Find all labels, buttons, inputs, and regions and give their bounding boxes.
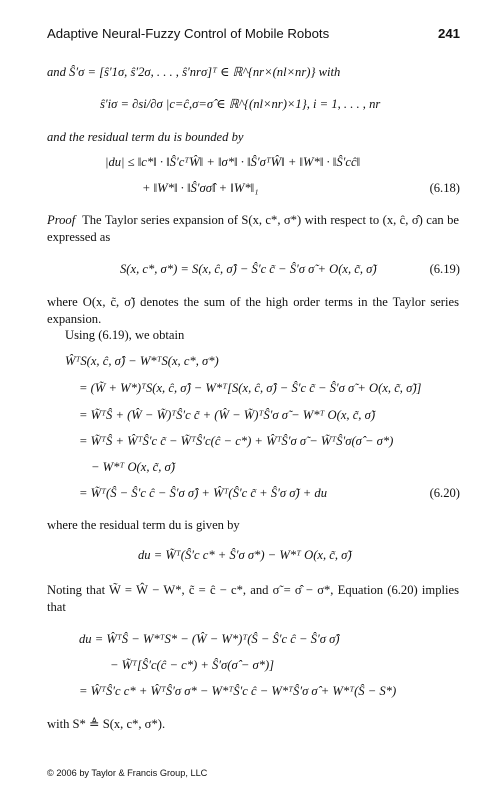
equation-derivation-6: = W̃ᵀ(Ŝ − Ŝ′c ĉ − Ŝ′σ σ̂) + Ŵᵀ(Ŝ′c c̃ + Ŝ′σ σ̃) + du <box>79 486 328 500</box>
proof-text: The Taylor series expansion of S(x, c*, σ*) with respect to (x, ĉ, σ̂) can be expressed as <box>47 213 459 244</box>
equation-number-6-18: (6.18) <box>429 181 460 195</box>
equation-bound-line-1: |du| ≤ ‖c*‖ · ‖Ŝ′cᵀŴ‖ + ‖σ*‖ · ‖Ŝ′σᵀŴ‖ + ‖W*‖ · ‖Ŝ′cĉ‖ <box>105 155 361 169</box>
text-using: Using (6.19), we obtain <box>65 328 185 342</box>
equation-taylor: S(x, c*, σ*) = S(x, ĉ, σ̂) − Ŝ′c c̃ − Ŝ′σ σ̃ + O(x, c̃, σ̃) <box>120 262 377 276</box>
text-residual-given: where the residual term du is given by <box>47 518 240 532</box>
equation-number-6-19: (6.19) <box>429 262 460 276</box>
equation-derivative: ŝ′iσ = ∂si/∂σ |c=ĉ,σ=σ̂ ∈ ℝ^{(nl×nr)×1}, i = 1, . . . , nr <box>100 97 381 111</box>
text-line-residual-bound: and the residual term du is bounded by <box>47 130 244 144</box>
equation-derivation-5: − W*ᵀ O(x, c̃, σ̃) <box>91 460 175 474</box>
equation-derivation-1: ŴᵀS(x, ĉ, σ̂) − W*ᵀS(x, c*, σ*) <box>65 354 219 368</box>
copyright-footer: © 2006 by Taylor & Francis Group, LLC <box>47 768 208 778</box>
proof-paragraph <box>47 212 459 245</box>
text-line-1: and Ŝ′σ = [ŝ′1σ, ŝ′2σ, . . . , ŝ′nrσ]ᵀ ∈ ℝ^{nr×(nl×nr)} with <box>47 65 341 79</box>
running-title: Adaptive Neural-Fuzzy Control of Mobile Robots <box>47 26 330 41</box>
text-with-s-star: with S* ≜ S(x, c*, σ*). <box>47 717 166 731</box>
paragraph-higher-order: where O(x, c̃, σ̃) denotes the sum of the high order terms in the Taylor series expansion. <box>47 295 459 326</box>
proof-label: Proof <box>47 213 76 227</box>
paragraph-noting: Noting that W̃ = Ŵ − W*, c̃ = ĉ − c*, and σ̃ = σ̂ − σ*, Equation (6.20) implies that <box>47 583 459 614</box>
page-number: 241 <box>437 26 460 41</box>
equation-du-expanded-3: = ŴᵀŜ′c c* + ŴᵀŜ′σ σ* − W*ᵀŜ′c ĉ − W*ᵀŜ′σ σ̂ + W*ᵀ(Ŝ − S*) <box>79 684 397 698</box>
equation-du-expanded-2: − W̃ᵀ[Ŝ′c(ĉ − c*) + Ŝ′σ(σ̂ − σ*)] <box>110 658 275 672</box>
equation-du-expanded-1: du = ŴᵀŜ − W*ᵀS* − (Ŵ − W*)ᵀ(Ŝ − Ŝ′c ĉ − Ŝ′σ σ̂) <box>79 632 340 646</box>
equation-derivation-3: = W̃ᵀŜ + (Ŵ − W̃)ᵀŜ′c c̃ + (Ŵ − W̃)ᵀŜ′σ σ̃ − W*ᵀ O(x, c̃, σ̃) <box>79 408 376 422</box>
equation-number-6-20: (6.20) <box>429 486 460 500</box>
equation-derivation-2: = (W̃ + W*)ᵀS(x, ĉ, σ̂) − W*ᵀ[S(x, ĉ, σ̂) − Ŝ′c c̃ − Ŝ′σ σ̃ + O(x, c̃, σ̃)] <box>79 381 422 395</box>
equation-bound-line-2: + ‖W*‖ · ‖Ŝ′σσ̂‖ + ‖W*‖₁ <box>142 181 259 195</box>
equation-du: du = W̃ᵀ(Ŝ′c c* + Ŝ′σ σ*) − W*ᵀ O(x, c̃, σ̃) <box>138 548 352 562</box>
equation-derivation-4: = W̃ᵀŜ + ŴᵀŜ′c c̃ − W̃ᵀŜ′c(ĉ − c*) + ŴᵀŜ′σ σ̃ − W̃ᵀŜ′σ(σ̂ − σ*) <box>79 434 394 448</box>
